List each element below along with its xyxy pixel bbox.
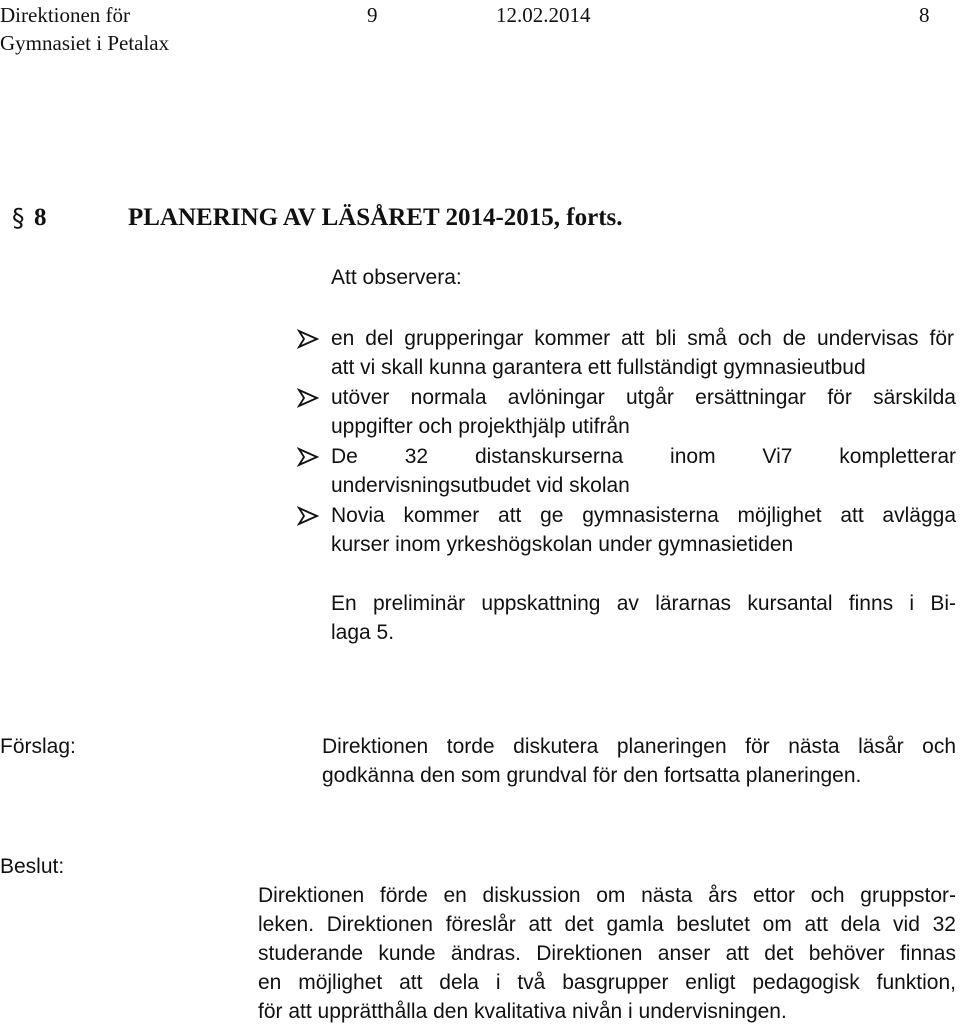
proposal-line-2: godkänna den som grundval för den fortsatta planeringen. [322, 764, 862, 787]
header-date: 12.02.2014 [496, 3, 591, 27]
decision-line-3: studerande kunde ändras. Direktionen anser att det behöver finnas [258, 942, 956, 965]
bullet-1-line-1: en del grupperingar kommer att bli små och de undervisas för [331, 327, 954, 350]
note-line-2: laga 5. [331, 621, 395, 644]
decision-label: Beslut: [0, 855, 65, 878]
bullet-3-line-1: De 32 distanskurserna inom Vi7 kompletterar [331, 445, 956, 468]
bullet-2-line-1: utöver normala avlöningar utgår ersättningar för särskilda [331, 386, 956, 409]
bullet-1-line-2: att vi skall kunna garantera ett fullständigt gymnasieutbud [331, 356, 866, 379]
arrowhead-bullet-icon [297, 329, 319, 349]
decision-line-1: Direktionen förde en diskussion om nästa års ettor och gruppstor- [258, 884, 956, 907]
decision-line-4: en möjlighet att dela i två basgrupper enligt pedagogisk funktion, [258, 971, 956, 994]
section-number: 8 [34, 204, 47, 231]
arrowhead-bullet-icon [297, 447, 319, 467]
observe-heading: Att observera: [331, 266, 462, 289]
header-org-line2: Gymnasiet i Petalax [0, 31, 170, 55]
arrowhead-bullet-icon [297, 506, 319, 526]
arrowhead-bullet-icon [297, 388, 319, 408]
proposal-line-1: Direktionen torde diskutera planeringen för nästa läsår och [322, 735, 956, 758]
decision-line-2: leken. Direktionen föreslår att det gamla beslutet om att dela vid 32 [258, 913, 956, 936]
note-line-1: En preliminär uppskattning av lärarnas kursantal finns i Bi- [331, 592, 956, 615]
bullet-2-line-2: uppgifter och projekthjälp utifrån [331, 415, 630, 438]
header-page-number: 8 [919, 3, 930, 27]
header-org-line1: Direktionen för [0, 3, 131, 27]
bullet-4-line-1: Novia kommer att ge gymnasisterna möjlighet att avlägga [331, 504, 956, 527]
header-section-number: 9 [367, 3, 378, 27]
section-title: PLANERING AV LÄSÅRET 2014-2015, forts. [128, 204, 623, 231]
bullet-3-line-2: undervisningsutbudet vid skolan [331, 474, 630, 497]
proposal-label: Förslag: [0, 735, 76, 758]
section-sign-icon: § [12, 203, 25, 232]
bullet-4-line-2: kurser inom yrkeshögskolan under gymnasietiden [331, 533, 794, 556]
decision-line-5: för att upprätthålla den kvalitativa nivån i undervisningen. [258, 1000, 787, 1023]
